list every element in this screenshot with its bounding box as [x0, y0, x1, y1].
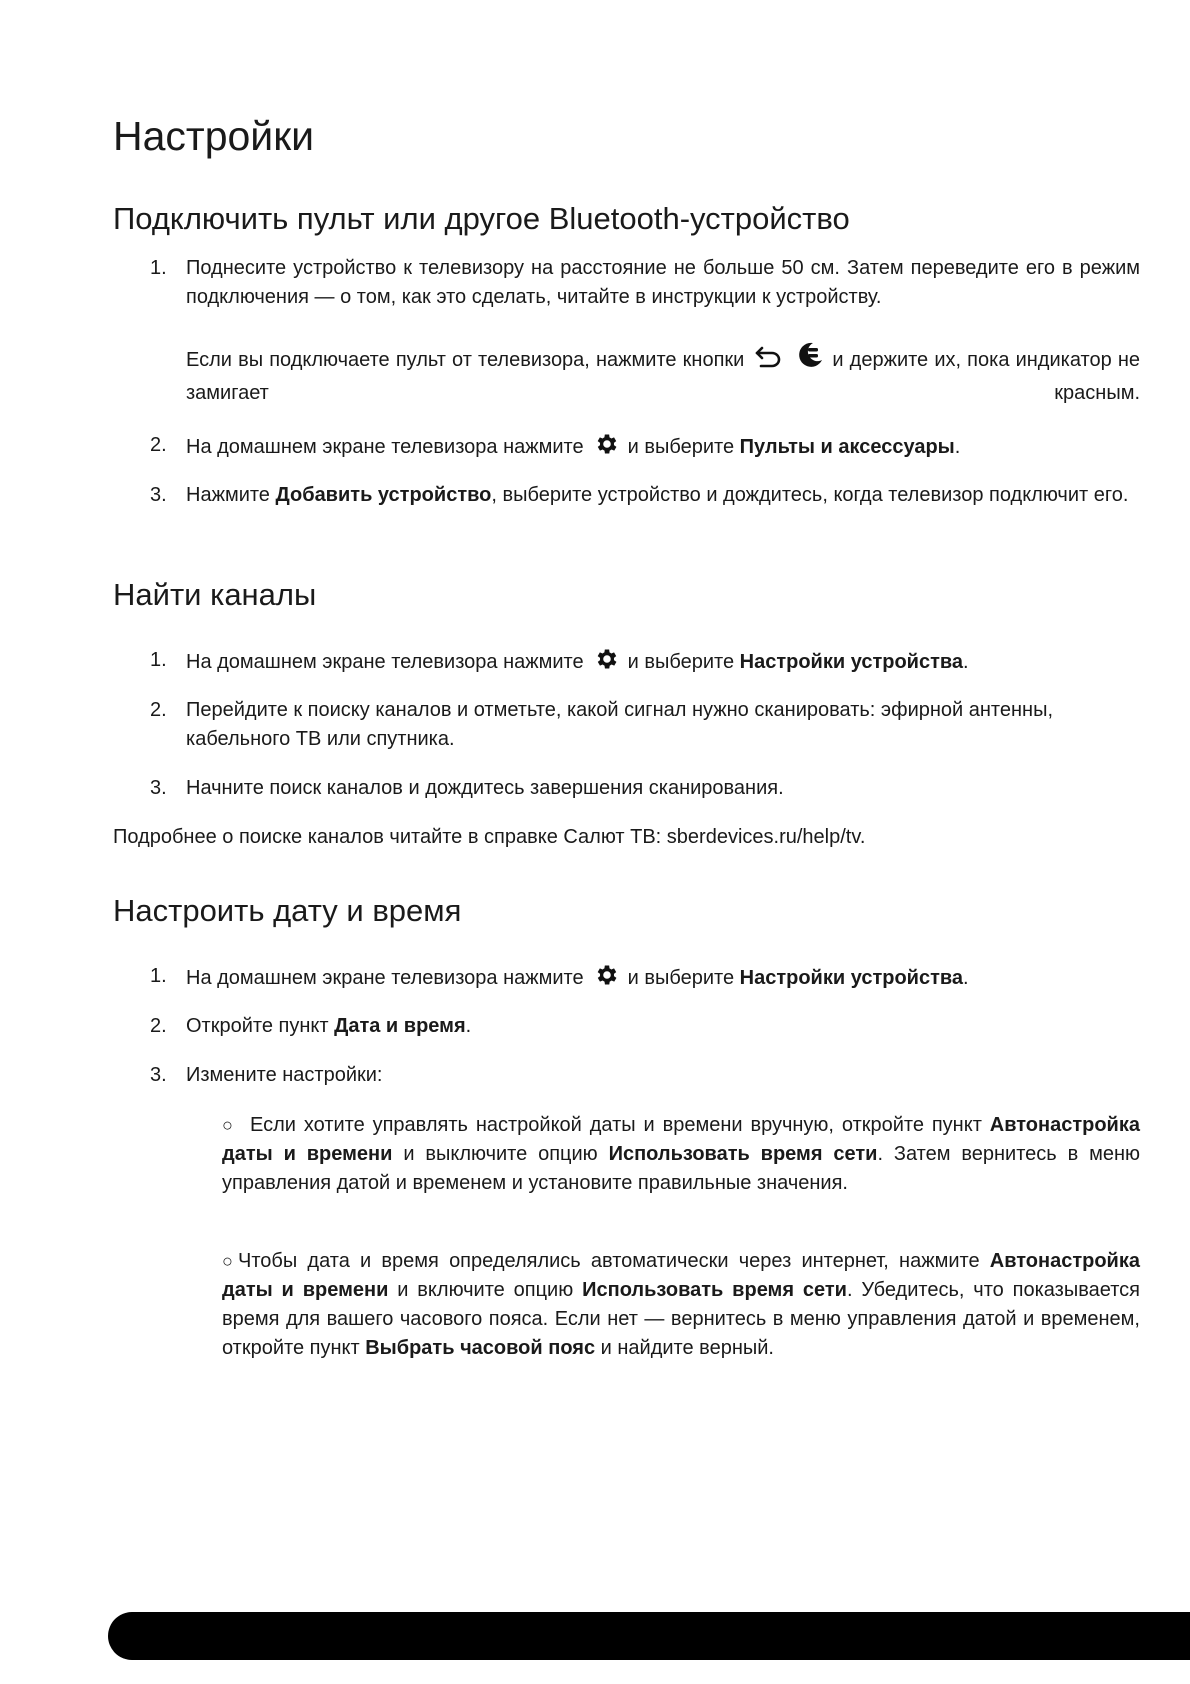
- bold-term: Автонастройка даты и времени: [222, 1250, 1140, 1301]
- sub-list-text: [222, 1247, 1140, 1363]
- text-run: .: [963, 651, 969, 673]
- list-text: [186, 481, 1140, 510]
- bullet-mark: ○: [222, 1251, 233, 1271]
- text-run: На домашнем экране телевизора нажмите: [186, 436, 584, 458]
- bold-term: Добавить устройство: [275, 484, 492, 506]
- list-number: 3.: [150, 777, 167, 799]
- bold-term: Настройки устройства: [739, 967, 964, 989]
- list-text: [186, 431, 1140, 466]
- list-text: [186, 962, 1140, 997]
- text-run: На домашнем экране телевизора нажмите: [186, 651, 584, 673]
- text-run: и выключите опцию: [403, 1143, 598, 1165]
- list-number: 3.: [150, 484, 167, 506]
- home-moon-icon: [794, 340, 824, 379]
- text-run: Чтобы дата и время определялись автоматически через интернет, нажмите: [238, 1250, 980, 1272]
- text-run: . Убедитесь, что показывается время для вашего часового пояса. Если нет — вернитесь в меню управления датой и временем, откройте пункт: [222, 1279, 1140, 1359]
- bold-term: Использовать время сети: [608, 1143, 878, 1165]
- channels-more-info: Подробнее о поиске каналов читайте в справке Салют ТВ: sberdevices.ru/help/tv.: [113, 826, 866, 848]
- section-heading-datetime: Настроить дату и время: [113, 893, 462, 928]
- text-run: и выберите: [627, 967, 735, 989]
- text-run: .: [954, 436, 961, 458]
- text-run: и выберите: [627, 436, 735, 458]
- text-run: и выберите: [627, 651, 735, 673]
- bold-term: Автонастройка даты и времени: [222, 1114, 1140, 1165]
- gear-icon: [594, 962, 620, 997]
- text-run: , выберите устройство и дождитесь, когда телевизор подключит его.: [491, 484, 1129, 506]
- list-number: 2.: [150, 434, 167, 456]
- list-number: 2.: [150, 699, 167, 721]
- bold-term: Дата и время: [334, 1015, 466, 1037]
- text-run: .: [963, 967, 969, 989]
- text-run: . Затем вернитесь в меню управления датой и временем и установите правильные значения.: [222, 1143, 1140, 1194]
- list-number: 1.: [150, 257, 167, 279]
- text-run: .: [465, 1015, 472, 1037]
- remote-note: [186, 340, 1140, 408]
- gear-icon: [594, 431, 620, 466]
- text-run: На домашнем экране телевизора нажмите: [186, 967, 584, 989]
- section-heading-channels: Найти каналы: [113, 577, 317, 612]
- text-run: Нажмите: [186, 484, 270, 506]
- text-run: Если хотите управлять настройкой даты и времени вручную, откройте пункт: [250, 1114, 982, 1136]
- bold-term: Пульты и аксессуары: [739, 436, 955, 458]
- list-text: Перейдите к поиску каналов и отметьте, какой сигнал нужно сканировать: эфирной антенны, кабельного ТВ или спутника.: [186, 699, 1054, 750]
- bold-term: Выбрать часовой пояс: [365, 1337, 596, 1359]
- list-text: [186, 646, 1140, 681]
- note-text-after: и держите их, пока индикатор не замигает красным.: [186, 349, 1140, 404]
- text-run: и включите опцию: [397, 1279, 574, 1301]
- list-text: Измените настройки:: [186, 1064, 383, 1086]
- list-text: Начните поиск каналов и дождитесь завершения сканирования.: [186, 777, 784, 799]
- list-text: [186, 1012, 1140, 1041]
- text-run: Откройте пункт: [186, 1015, 329, 1037]
- text-run: и найдите верный.: [600, 1337, 774, 1359]
- list-number: 2.: [150, 1015, 167, 1037]
- section-heading-bluetooth: Подключить пульт или другое Bluetooth-устройство: [113, 201, 850, 236]
- list-number: 1.: [150, 649, 167, 671]
- footer-bar: [108, 1612, 1190, 1660]
- note-text-before: Если вы подключаете пульт от телевизора, нажмите кнопки: [186, 349, 745, 371]
- bullet-mark: ○: [222, 1115, 233, 1135]
- bold-term: Настройки устройства: [739, 651, 964, 673]
- bold-term: Использовать время сети: [582, 1279, 847, 1301]
- list-number: 1.: [150, 965, 167, 987]
- sub-list-text: [222, 1111, 1140, 1198]
- gear-icon: [594, 646, 620, 681]
- page-title: Настройки: [113, 113, 315, 159]
- list-text: Поднесите устройство к телевизору на расстояние не больше 50 см. Затем переведите его в режим подключения — о том, как это сделать, читайте в инструкции к устройству.: [186, 257, 1140, 308]
- list-number: 3.: [150, 1064, 167, 1086]
- back-arrow-icon: [754, 344, 784, 379]
